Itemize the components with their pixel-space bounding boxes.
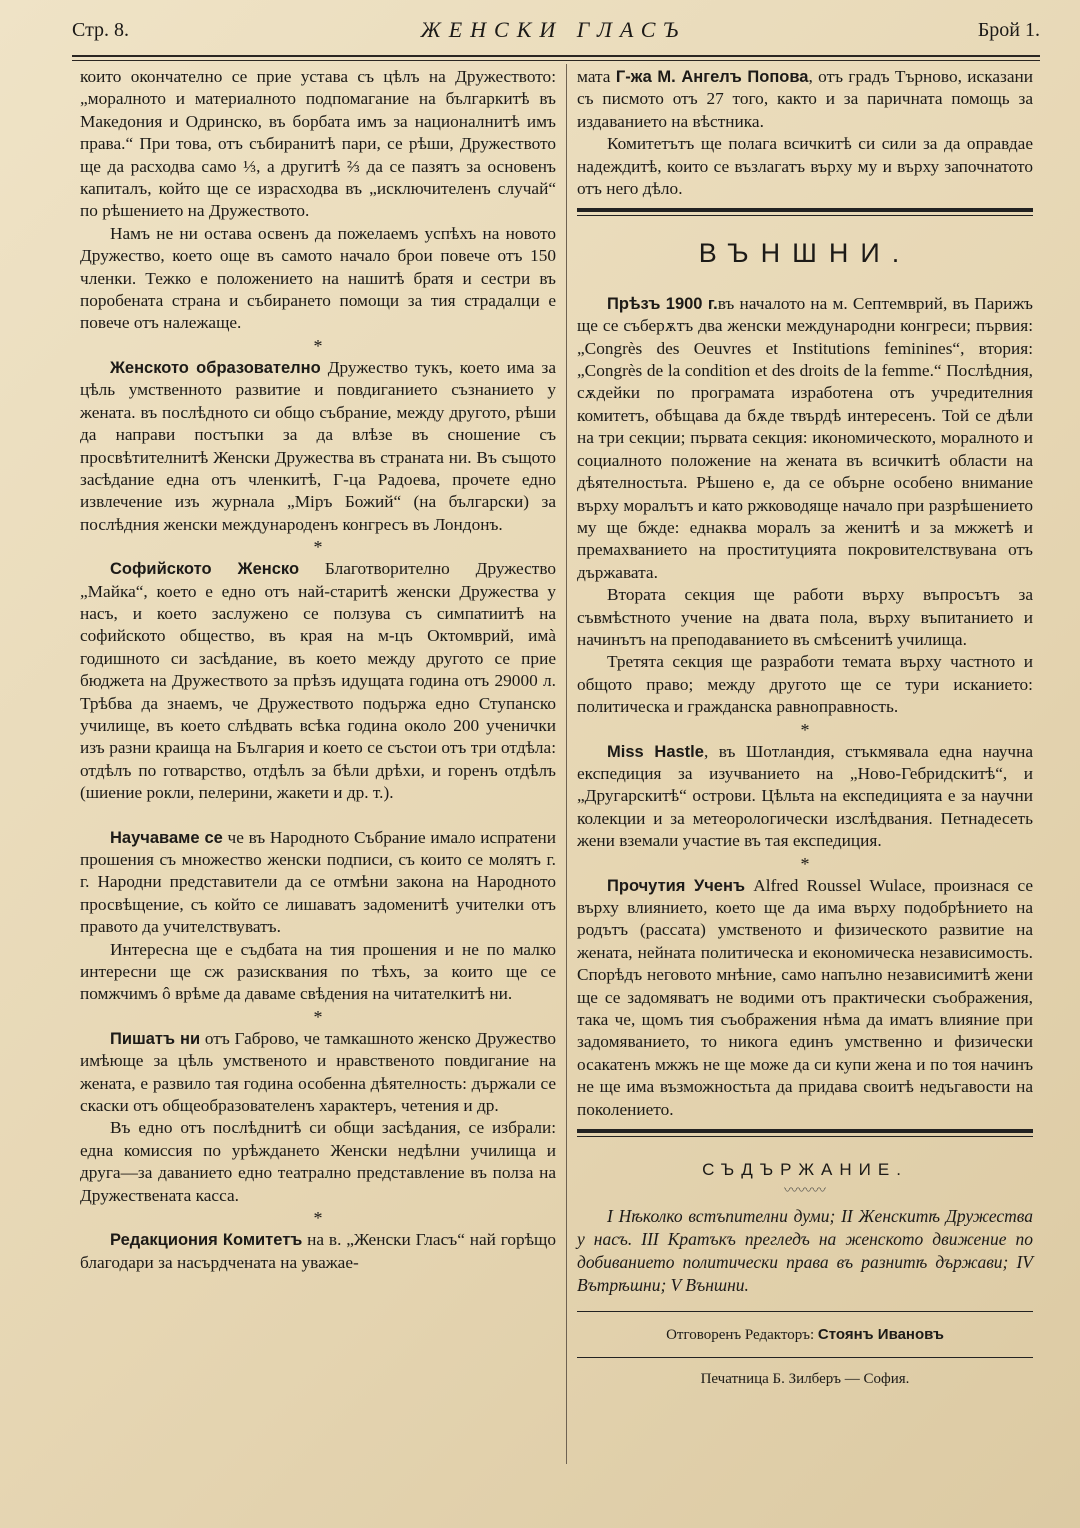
contents-text: I Нѣколко встъпителни думи; II Женскитѣ Дружества у насъ. III Кратъкъ прегледъ на женското движение по добиванието политически права въ разнитѣ държави; IV Вътрѣшни; V Външни. bbox=[577, 1206, 1033, 1296]
editor-label: Отговоренъ Редакторъ: bbox=[666, 1327, 815, 1344]
printing-house: Печатница Б. Зилберъ — София. bbox=[700, 1370, 910, 1387]
lead-words: Пишатъ ни bbox=[110, 1029, 201, 1048]
page-number: Стр. 8. bbox=[72, 18, 130, 41]
article-editorial-committee bbox=[80, 1229, 556, 1274]
lead-words: Софийското Женско bbox=[110, 560, 300, 579]
text-span: мата bbox=[577, 67, 616, 86]
article-scientist bbox=[577, 875, 1033, 1121]
article-sofia-society bbox=[80, 558, 556, 804]
paragraph: Въ едно отъ послѣднитѣ си общи засѣдания, се избрали: една комиссия по урѣждането Женски недѣлни училища и друга—за даванието едно театрално представление въ полза на Дружествената касса. bbox=[80, 1118, 556, 1205]
paragraph: които окончателно се прие устава съ цѣлъ на Дружеството: „моралното и материалното подпомагание на българкитѣ въ Македония и Одринско, въ борбата имъ за националнитѣ имъ права.“ При това, отъ събиранитѣ пари, се рѣши, Дружеството ще да расходва само ⅓, а другитѣ ⅔ да се пазятъ за основенъ капиталъ, който ще се израсходва въ „исключителенъ случай“ по рѣшението на Дружеството. bbox=[80, 67, 556, 221]
article-text: че въ Народното Събрание имало испратени прошения съ множество женски подписи, съ които се молятъ г. г. Народни представители да се отмѣни закона на Народното просвѣщение, съ който се лишаватъ задоменитѣ учителки отъ правото да учителствуватъ. bbox=[80, 827, 556, 937]
newspaper-title: ЖЕНСКИ ГЛАСЪ bbox=[420, 17, 687, 42]
article-text: въ началото на м. Септемврий, въ Парижъ ще се съберѫтъ два женски международни конгреси; първия: „Congrès des Oeuvres et Institutions feminines“, втория: „Congrès de la condition et des droits de la femme.“ Послѣдния, сѫдейки по програмата изработена отъ учредителния комитетъ, обѣщава да бѫде твърдѣ интересенъ. Той се дѣли на три секции; първата секция: икономическото, моралното и социалното положение на жената въ всичкитѣ области на дѣятелностьта. Рѣшено е, да се обърне особено внимание върху моралътъ и като ржководяще начало при разрѣшението му ще бжде: еднаква моралъ за женитѣ и за мжжетѣ и премахванието на проституцията покровителствувана отъ държавата. bbox=[577, 293, 1033, 582]
separator-star: * bbox=[313, 1208, 323, 1229]
lead-words: Miss Hastle bbox=[607, 742, 704, 761]
section-rule-thin bbox=[577, 215, 1033, 216]
paragraph: Комитетътъ ще полага всичкитѣ си сили за да оправдае надеждитѣ, които се възлагатъ върху му и върху започнатото отъ него дѣло. bbox=[577, 134, 1033, 199]
article-expedition bbox=[577, 741, 1033, 853]
lead-words: Прочутия Ученъ bbox=[607, 876, 745, 895]
lead-words: Редакциония Комитетъ bbox=[110, 1231, 303, 1250]
section-rule bbox=[577, 208, 1033, 212]
article-text: Благотворително Дружество „Майка“, което е едно отъ най-старитѣ женски Дружества у насъ, и което заслужено се ползува съ симпатиитѣ на софийското общество, въ края на м-цъ Октомврий, имà годишното си засѣдание, въ което между другото се прие бюджета на Дружеството за прѣзъ идущата година отъ 29000 л. Трѣбва да знаемъ, че Дружеството подържа едно Ступанско училище, въ което слѣдвать всѣка година около 200 ученички изъ разни краища на България и което се състои отъ три отдѣла: отдѣлъ по готварство, отдѣлъ за бѣли дрѣхи, и горенъ отдѣлъ (шиение рокли, пелерини, жакети и др. т.). bbox=[80, 559, 557, 803]
editor-line bbox=[577, 1324, 1033, 1346]
editor-name: Стоянъ Ивановъ bbox=[817, 1326, 944, 1344]
lead-words: Прѣзъ 1900 г. bbox=[607, 294, 718, 313]
article-petitions bbox=[80, 827, 556, 939]
article-women-education bbox=[80, 357, 556, 536]
page-header bbox=[72, 10, 1040, 50]
article-gabrovo bbox=[80, 1028, 556, 1118]
column-divider bbox=[566, 64, 567, 1464]
right-column bbox=[577, 66, 1033, 1390]
ornament-divider: 〰〰〰 bbox=[784, 1184, 826, 1200]
article-text: Alfred Roussel Wulace, произнася се върху влиянието, което ще да има върху подобрѣнието на родътъ (рассата) умственото и физическото развитие на жената, нейната политическа и економическа независимость. Спорѣдъ неговото мнѣние, само напълно независимитѣ жени ще се задомяватъ не водими отъ практически съображения, така че, щомъ тия съображения нѣма да иматъ влияние при задомяванието, то никога единъ умственно и физически осакатенъ мжжъ не ще може да си купи жена и по тоя начинъ не ще има възможностьта да придава своитѣ недъгавости на поколението. bbox=[577, 875, 1033, 1119]
left-column bbox=[80, 66, 556, 1274]
paragraph: Втората секция ще работи върху въпросътъ за съвмѣстното учение на двата пола, върху въпитанието и начинътъ на преподаванието въ смѣсенитѣ училища. bbox=[577, 585, 1033, 649]
separator-star: * bbox=[313, 537, 323, 558]
lead-words: Женското образователно bbox=[110, 358, 321, 377]
section-heading-foreign: ВЪНШНИ. bbox=[698, 238, 912, 269]
spacer bbox=[80, 805, 556, 827]
paragraph: Намъ не ни остава освенъ да пожелаемъ успѣхъ на новото Дружество, което още въ самото начало брои повече отъ 150 членки. Тежко е положението на нашитѣ братя и сестри въ поробената страна и събирането помощи за тия страдалци е повече отъ належаще. bbox=[80, 223, 556, 333]
article-text: , въ Шотландия, стъкмявала една научна експедиция за изучванието на „Ново-Гебридскитѣ“, и „Другарскитѣ“ острови. Цѣльта на експедицията е за научни колекции и за метеорологически изслѣдвания. Петнадесеть жени вземали участие въ тая експедиция. bbox=[577, 741, 1033, 851]
section-rule bbox=[577, 1129, 1033, 1133]
issue-number: Брой 1. bbox=[977, 18, 1040, 41]
separator-star: * bbox=[313, 1006, 323, 1027]
article-text: на в. „Женски Гласъ“ най горѣщо благодари за насърдчената на уважае- bbox=[80, 1230, 557, 1272]
contents-heading: СЪДЪРЖАНИЕ. bbox=[702, 1160, 908, 1180]
article-text: отъ Габрово, че тамкашното женско Дружество имѣюще за цѣль умственото и нравственото повдигание на жената, е развило тая година особенна дѣятелность: държали се скаски отъ общеобразователенъ характеръ, четения и др. bbox=[80, 1028, 556, 1116]
lead-words: Г-жа М. Ангелъ Попова bbox=[615, 68, 809, 86]
text-span: , отъ градъ Търново, исказани съ писмото отъ 27 того, както и за паричната помощь за издаванието на вѣстника. bbox=[577, 67, 1033, 131]
separator-star: * bbox=[800, 853, 810, 874]
footer-rule bbox=[577, 1311, 1033, 1312]
separator-star: * bbox=[800, 719, 810, 740]
paragraph: Третята секция ще разработи темата върху частното и общото право; между другото ще се тури исканието: политическа и гражданска равноправность. bbox=[577, 652, 1033, 717]
footer-rule bbox=[577, 1357, 1033, 1358]
article-text: Дружество тукъ, което има за цѣль умственното развитие и повдиганието съзнанието у жената. въ послѣдното си общо събрание, между другото, рѣши да направи постъпки за да влѣзе въ сношение съ просвѣтителнитѣ Женски Дружества въ страната ни. Въ същото засѣдание една отъ членкитѣ, Г-ца Радоева, прочете едно извлечение изъ журнала „Міръ Божий“ (на български) за послѣдния женски международенъ конгресъ въ Лондонъ. bbox=[80, 357, 556, 534]
separator-star: * bbox=[313, 335, 323, 356]
lead-words: Научаваме се bbox=[110, 828, 223, 847]
section-rule-thin bbox=[577, 1136, 1033, 1137]
header-rule bbox=[72, 55, 1040, 61]
paragraph: Интересна ще е съдбата на тия прошения и не по малко интересни ще сж разисквания по тѣхъ, за които ще се помжчимъ ô врѣме да даваме свѣдения на читателкитѣ ни. bbox=[80, 939, 556, 1004]
paragraph bbox=[577, 66, 1033, 133]
article-paris-congress bbox=[577, 293, 1033, 584]
